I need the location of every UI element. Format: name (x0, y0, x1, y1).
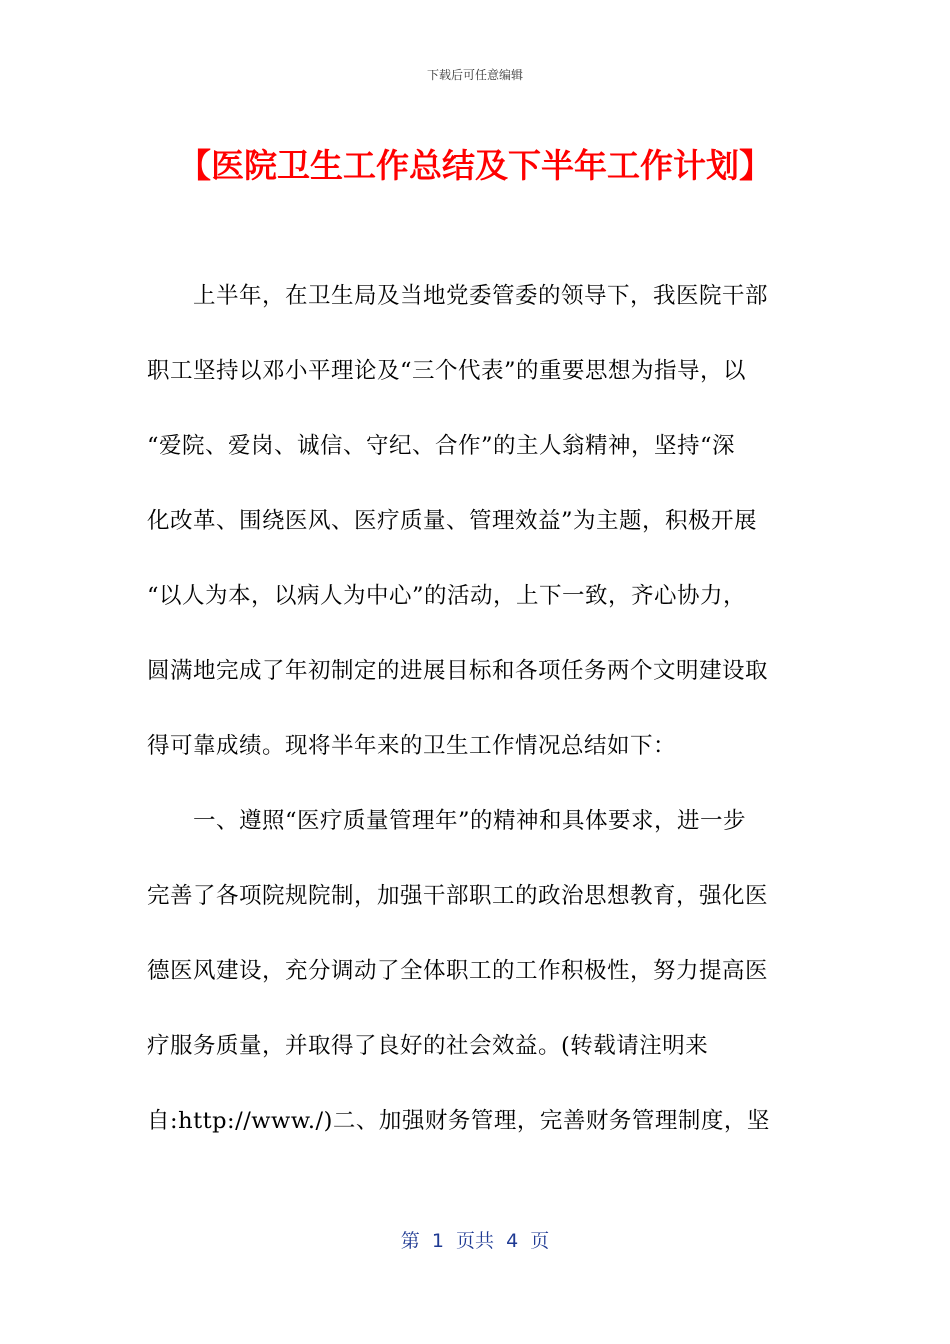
paragraph-line: “爱院、爱岗、诚信、守纪、合作”的主人翁精神，坚持“深 (147, 433, 736, 459)
paragraph-line: 职工坚持以邓小平理论及“三个代表”的重要思想为指导，以 (147, 358, 747, 384)
paragraph-line: 化改革、围绕医风、医疗质量、管理效益”为主题，积极开展 (147, 508, 758, 534)
document-title: 【医院卫生工作总结及下半年工作计划】 (178, 146, 772, 185)
paragraph-line: 自:http://www./)二、加强财务管理，完善财务管理制度，坚 (147, 1108, 770, 1134)
document-body (147, 270, 795, 1170)
paragraph-line: “以人为本，以病人为中心”的活动，上下一致，齐心协力， (147, 583, 747, 609)
paragraph-line: 圆满地完成了年初制定的进展目标和各项任务两个文明建设取 (147, 658, 769, 684)
header-note: 下载后可任意编辑 (426, 68, 523, 82)
paragraph-line: 疗服务质量，并取得了良好的社会效益。(转载请注明来 (147, 1033, 709, 1059)
paragraph-line: 得可靠成绩。现将半年来的卫生工作情况总结如下： (147, 733, 677, 759)
paragraph-line: 德医风建设，充分调动了全体职工的工作积极性，努力提高医 (147, 958, 769, 984)
page-number-footer: 第 1 页共 4 页 (400, 1230, 550, 1252)
paragraph-line: 一、遵照“医疗质量管理年”的精神和具体要求，进一步 (193, 808, 747, 834)
paragraph-line: 上半年，在卫生局及当地党委管委的领导下，我医院干部 (193, 283, 769, 309)
paragraph-line: 完善了各项院规院制，加强干部职工的政治思想教育，强化医 (147, 883, 769, 909)
